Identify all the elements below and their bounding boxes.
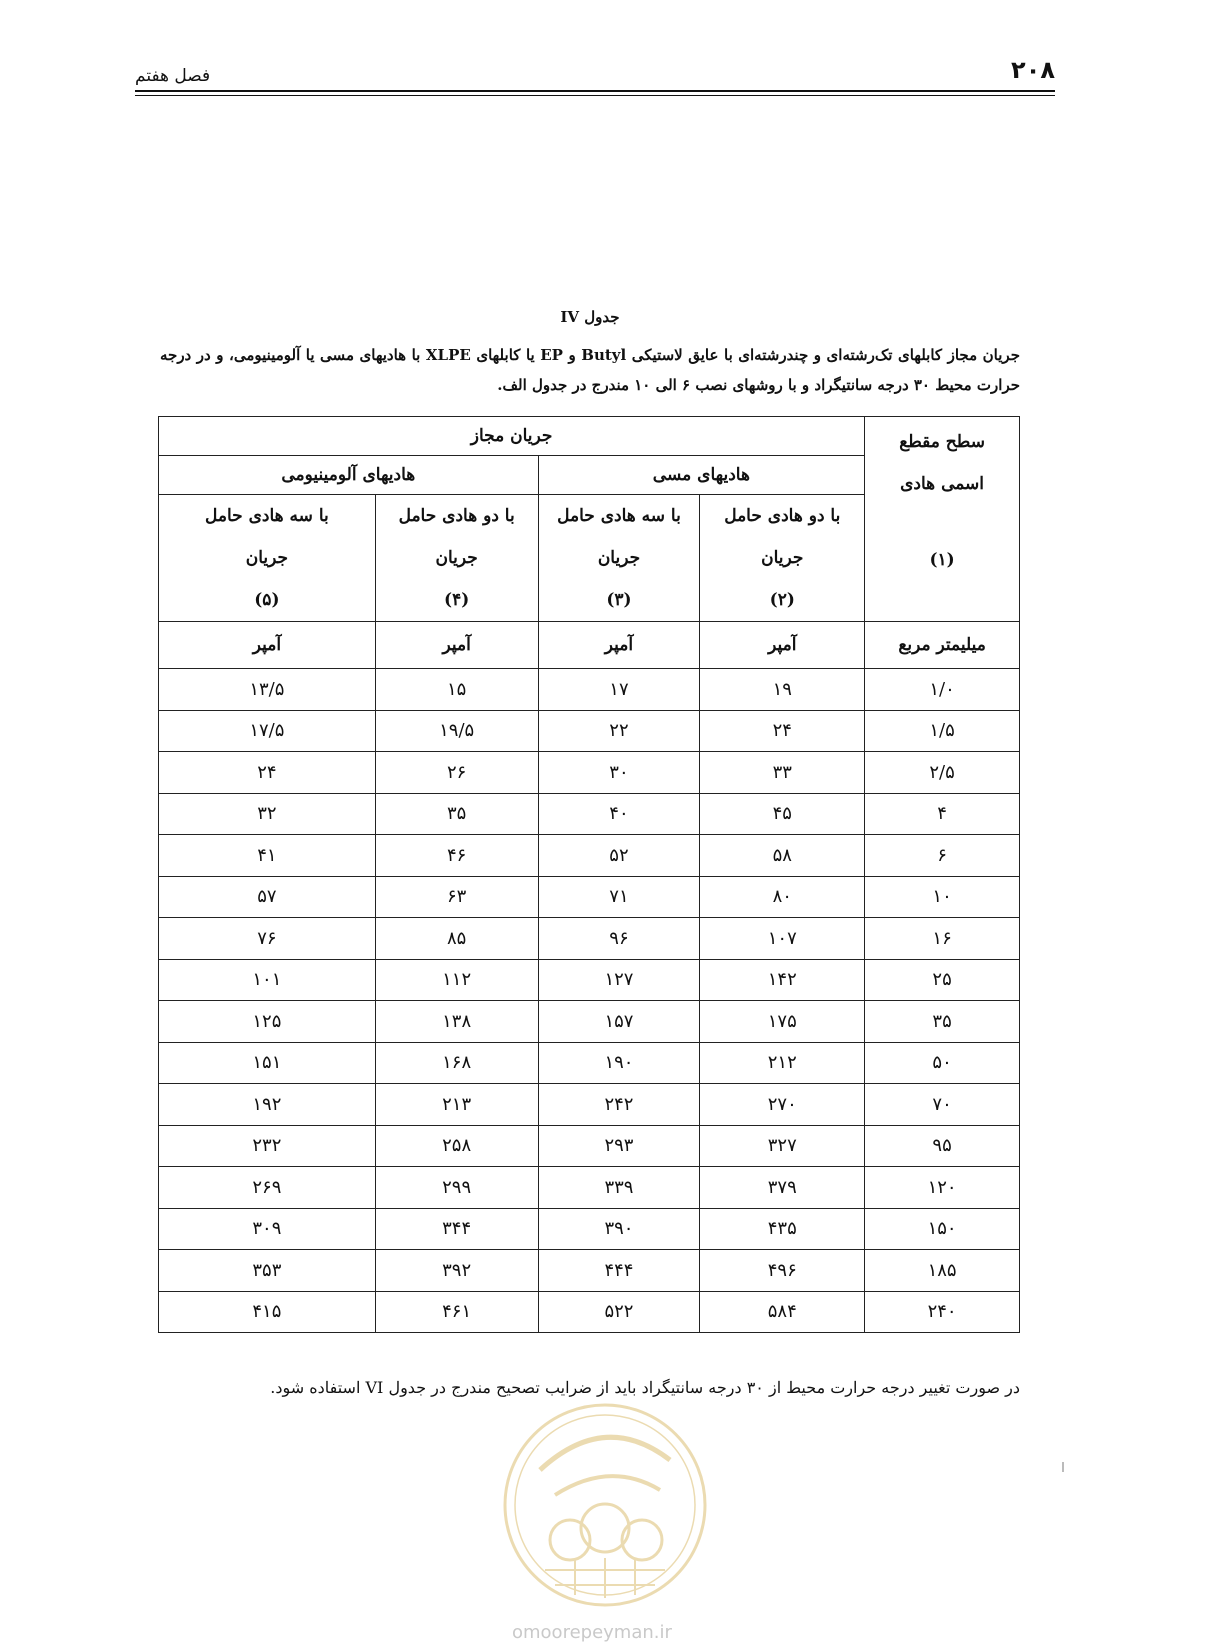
- subheader-col3: [538, 495, 700, 622]
- unit-ampere: آمپر: [700, 622, 865, 669]
- subheader-line: با سه هادی حامل: [557, 506, 681, 526]
- current-cell: ۲۵۸: [375, 1125, 538, 1167]
- current-cell: ۲۲: [538, 710, 700, 752]
- current-cell: ۱۰۱: [159, 959, 376, 1001]
- table-row: [159, 835, 1020, 877]
- current-cell: ۱۷۵: [700, 1001, 865, 1043]
- cross-section-cell: ۵۰: [865, 1042, 1020, 1084]
- column-number: (۳): [606, 590, 632, 610]
- current-cell: ۸۵: [375, 918, 538, 960]
- current-cell: ۵۲۲: [538, 1291, 700, 1333]
- table-title: جدول IV: [560, 308, 620, 326]
- current-cell: ۴۵: [700, 793, 865, 835]
- current-cell: ۲۱۳: [375, 1084, 538, 1126]
- current-cell: ۹۶: [538, 918, 700, 960]
- cross-section-label-1: سطح مقطع: [899, 432, 985, 452]
- column-number: (۲): [769, 590, 795, 610]
- current-cell: ۱۶۸: [375, 1042, 538, 1084]
- page-number: ۲۰۸: [1011, 56, 1055, 84]
- cross-section-cell: ۱۲۰: [865, 1167, 1020, 1209]
- current-cell: ۳۹۰: [538, 1208, 700, 1250]
- current-cell: ۱۹/۵: [375, 710, 538, 752]
- current-cell: ۱۲۷: [538, 959, 700, 1001]
- current-cell: ۸۰: [700, 876, 865, 918]
- current-cell: ۱۵: [375, 669, 538, 711]
- subheader-line: جریان: [597, 548, 641, 568]
- current-cell: ۴۳۵: [700, 1208, 865, 1250]
- table-row: [159, 959, 1020, 1001]
- subheader-col5: [159, 495, 376, 622]
- current-cell: ۱۱۲: [375, 959, 538, 1001]
- cross-section-cell: ۷۰: [865, 1084, 1020, 1126]
- table-row: [159, 1042, 1020, 1084]
- subheader-col2: [700, 495, 865, 622]
- unit-ampere: آمپر: [375, 622, 538, 669]
- unit-ampere: آمپر: [538, 622, 700, 669]
- table-row: [159, 1084, 1020, 1126]
- cross-section-cell: ۱/۵: [865, 710, 1020, 752]
- current-cell: ۷۶: [159, 918, 376, 960]
- cross-section-cell: ۱۶: [865, 918, 1020, 960]
- current-cell: ۴۶۱: [375, 1291, 538, 1333]
- current-cell: ۲۳۲: [159, 1125, 376, 1167]
- current-cell: ۵۷: [159, 876, 376, 918]
- cross-section-cell: ۱۸۵: [865, 1250, 1020, 1292]
- table-row: [159, 1167, 1020, 1209]
- current-cell: ۲۴۲: [538, 1084, 700, 1126]
- cross-section-cell: ۲/۵: [865, 752, 1020, 794]
- table-row: [159, 876, 1020, 918]
- current-cell: ۴۱۵: [159, 1291, 376, 1333]
- current-cell: ۵۲: [538, 835, 700, 877]
- current-cell: ۳۹۲: [375, 1250, 538, 1292]
- current-cell: ۶۳: [375, 876, 538, 918]
- cross-section-cell: ۴: [865, 793, 1020, 835]
- watermark-url: omoorepeyman.ir: [512, 1622, 672, 1643]
- page-header: [135, 52, 1055, 96]
- current-cell: ۳۵: [375, 793, 538, 835]
- ampacity-table: [158, 416, 1020, 1333]
- current-cell: ۳۲: [159, 793, 376, 835]
- header-rule: [135, 90, 1055, 92]
- table-row: [159, 710, 1020, 752]
- current-cell: ۲۴: [700, 710, 865, 752]
- current-cell: ۱۰۷: [700, 918, 865, 960]
- current-cell: ۴۴۴: [538, 1250, 700, 1292]
- table-row: [159, 1291, 1020, 1333]
- current-cell: ۵۸: [700, 835, 865, 877]
- table-description: جریان مجاز کابلهای تک‌رشته‌ای و چندرشته‌ای با عایق لاستیکی Butyl و EP یا کابلهای XLPE با هادیهای مسی یا آلومینیومی، و در درجه حرارت محیط ۳۰ درجه سانتیگراد و با روشهای نصب ۶ الی ۱۰ مندرج در جدول الف.: [160, 346, 1020, 394]
- current-cell: ۱۷: [538, 669, 700, 711]
- current-cell: ۲۹۹: [375, 1167, 538, 1209]
- current-cell: ۴۶: [375, 835, 538, 877]
- current-cell: ۴۹۶: [700, 1250, 865, 1292]
- current-cell: ۲۶: [375, 752, 538, 794]
- table-row: [159, 918, 1020, 960]
- cross-section-cell: ۱/۰: [865, 669, 1020, 711]
- subheader-line: جریان: [761, 548, 804, 568]
- current-cell: ۷۱: [538, 876, 700, 918]
- current-cell: ۱۹: [700, 669, 865, 711]
- current-cell: ۲۱۲: [700, 1042, 865, 1084]
- cross-section-cell: ۱۰: [865, 876, 1020, 918]
- current-cell: ۱۴۲: [700, 959, 865, 1001]
- current-cell: ۵۸۴: [700, 1291, 865, 1333]
- current-cell: ۴۰: [538, 793, 700, 835]
- cross-section-cell: ۶: [865, 835, 1020, 877]
- copper-header: هادیهای مسی: [538, 456, 865, 495]
- current-cell: ۳۲۷: [700, 1125, 865, 1167]
- header-rule-thin: [135, 95, 1055, 96]
- watermark-logo: [500, 1400, 710, 1610]
- column-number: (۱): [929, 550, 955, 570]
- subheader-line: جریان: [245, 548, 289, 568]
- current-cell: ۳۳۹: [538, 1167, 700, 1209]
- unit-mm2: میلیمتر مربع: [865, 622, 1020, 669]
- current-cell: ۳۰۹: [159, 1208, 376, 1250]
- column-number: (۴): [444, 590, 470, 610]
- table-row: [159, 752, 1020, 794]
- cross-section-label-2: اسمی هادی: [900, 474, 985, 494]
- table-row: [159, 669, 1020, 711]
- table-row: [159, 1001, 1020, 1043]
- table-row: [159, 1208, 1020, 1250]
- table-body: [159, 669, 1020, 1333]
- subheader-line: جریان: [435, 548, 478, 568]
- current-cell: ۳۵۳: [159, 1250, 376, 1292]
- current-cell: ۲۶۹: [159, 1167, 376, 1209]
- current-cell: ۲۴: [159, 752, 376, 794]
- subheader-line: با سه هادی حامل: [205, 506, 329, 526]
- current-cell: ۲۷۰: [700, 1084, 865, 1126]
- subheader-line: با دو هادی حامل: [398, 506, 515, 526]
- current-cell: ۱۳۸: [375, 1001, 538, 1043]
- table-row: [159, 1250, 1020, 1292]
- current-cell: ۱۹۲: [159, 1084, 376, 1126]
- unit-ampere: آمپر: [159, 622, 376, 669]
- table-row: [159, 793, 1020, 835]
- scan-mark: [1062, 1462, 1064, 1472]
- current-cell: ۲۹۳: [538, 1125, 700, 1167]
- footnote: در صورت تغییر درجه حرارت محیط از ۳۰ درجه سانتیگراد باید از ضرایب تصحیح مندرج در جدول VI استفاده شود.: [270, 1378, 1020, 1397]
- cross-section-cell: ۳۵: [865, 1001, 1020, 1043]
- subheader-col4: [375, 495, 538, 622]
- cross-section-cell: ۱۵۰: [865, 1208, 1020, 1250]
- subheader-line: با دو هادی حامل: [724, 506, 841, 526]
- current-cell: ۴۱: [159, 835, 376, 877]
- chapter-title: فصل هفتم: [135, 66, 211, 86]
- cross-section-cell: ۲۵: [865, 959, 1020, 1001]
- cross-section-cell: ۲۴۰: [865, 1291, 1020, 1333]
- current-cell: ۱۷/۵: [159, 710, 376, 752]
- current-cell: ۱۳/۵: [159, 669, 376, 711]
- current-cell: ۱۵۷: [538, 1001, 700, 1043]
- aluminium-header: هادیهای آلومینیومی: [159, 456, 539, 495]
- current-cell: ۱۲۵: [159, 1001, 376, 1043]
- allowed-current-header: جریان مجاز: [159, 417, 865, 456]
- column-number: (۵): [254, 590, 280, 610]
- current-cell: ۳۷۹: [700, 1167, 865, 1209]
- current-cell: ۳۰: [538, 752, 700, 794]
- cross-section-cell: ۹۵: [865, 1125, 1020, 1167]
- current-cell: ۳۴۴: [375, 1208, 538, 1250]
- current-cell: ۳۳: [700, 752, 865, 794]
- table-row: [159, 1125, 1020, 1167]
- cross-section-header: [865, 417, 1020, 622]
- current-cell: ۱۵۱: [159, 1042, 376, 1084]
- current-cell: ۱۹۰: [538, 1042, 700, 1084]
